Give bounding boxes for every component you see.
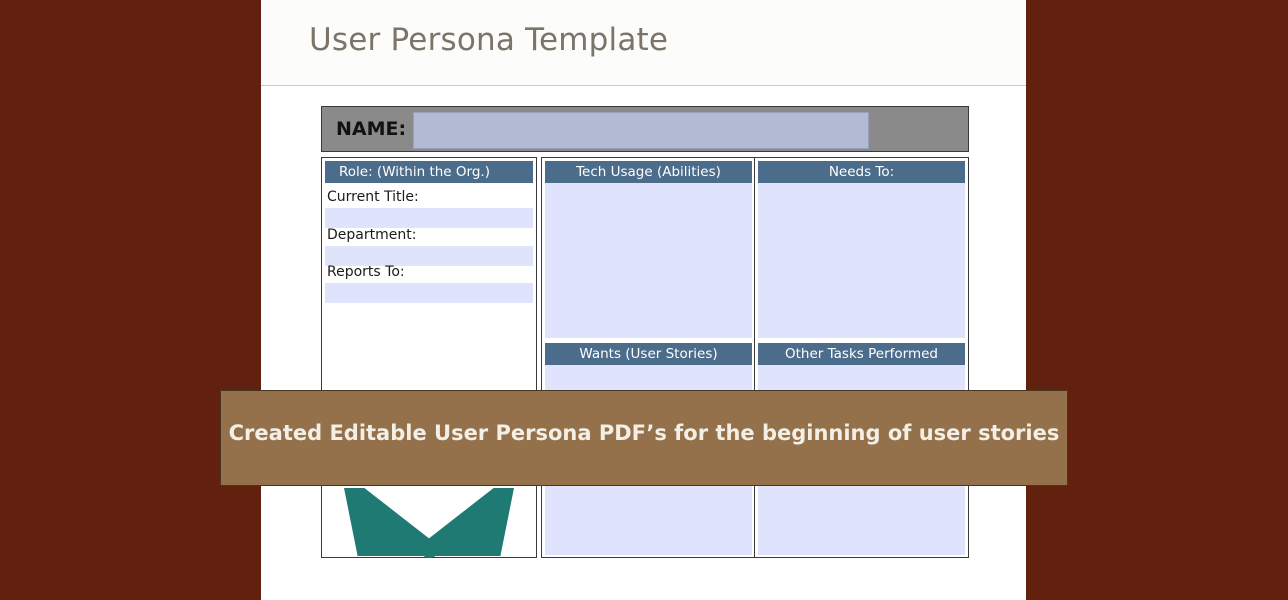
- tech-usage-input[interactable]: [545, 183, 752, 338]
- reports-to-input[interactable]: [325, 283, 533, 303]
- needs-to-input[interactable]: [758, 183, 965, 338]
- role-header: Role: (Within the Org.): [325, 161, 533, 183]
- caption-text: Created Editable User Persona PDF’s for the beginning of user stories: [228, 421, 1060, 445]
- page-title: User Persona Template: [309, 22, 669, 58]
- template-columns: [321, 157, 969, 558]
- document-page: [261, 0, 1026, 600]
- column-tech-usage: [541, 157, 756, 558]
- department-input[interactable]: [325, 246, 533, 266]
- caption-banner: [220, 390, 1068, 486]
- reports-to-label: Reports To:: [327, 264, 405, 280]
- name-input[interactable]: [413, 112, 869, 149]
- name-label: NAME:: [336, 118, 407, 140]
- column-role: [321, 157, 537, 558]
- user-avatar-button-icon: [420, 539, 439, 558]
- document-header: [261, 0, 1026, 86]
- other-tasks-header: Other Tasks Performed: [758, 343, 965, 365]
- wants-header: Wants (User Stories): [545, 343, 752, 365]
- name-row: [321, 106, 969, 152]
- user-persona-template: [321, 106, 969, 558]
- current-title-label: Current Title:: [327, 189, 419, 205]
- department-label: Department:: [327, 227, 417, 243]
- tech-usage-header: Tech Usage (Abilities): [545, 161, 752, 183]
- column-needs-to: [754, 157, 969, 558]
- needs-to-header: Needs To:: [758, 161, 965, 183]
- current-title-input[interactable]: [325, 208, 533, 228]
